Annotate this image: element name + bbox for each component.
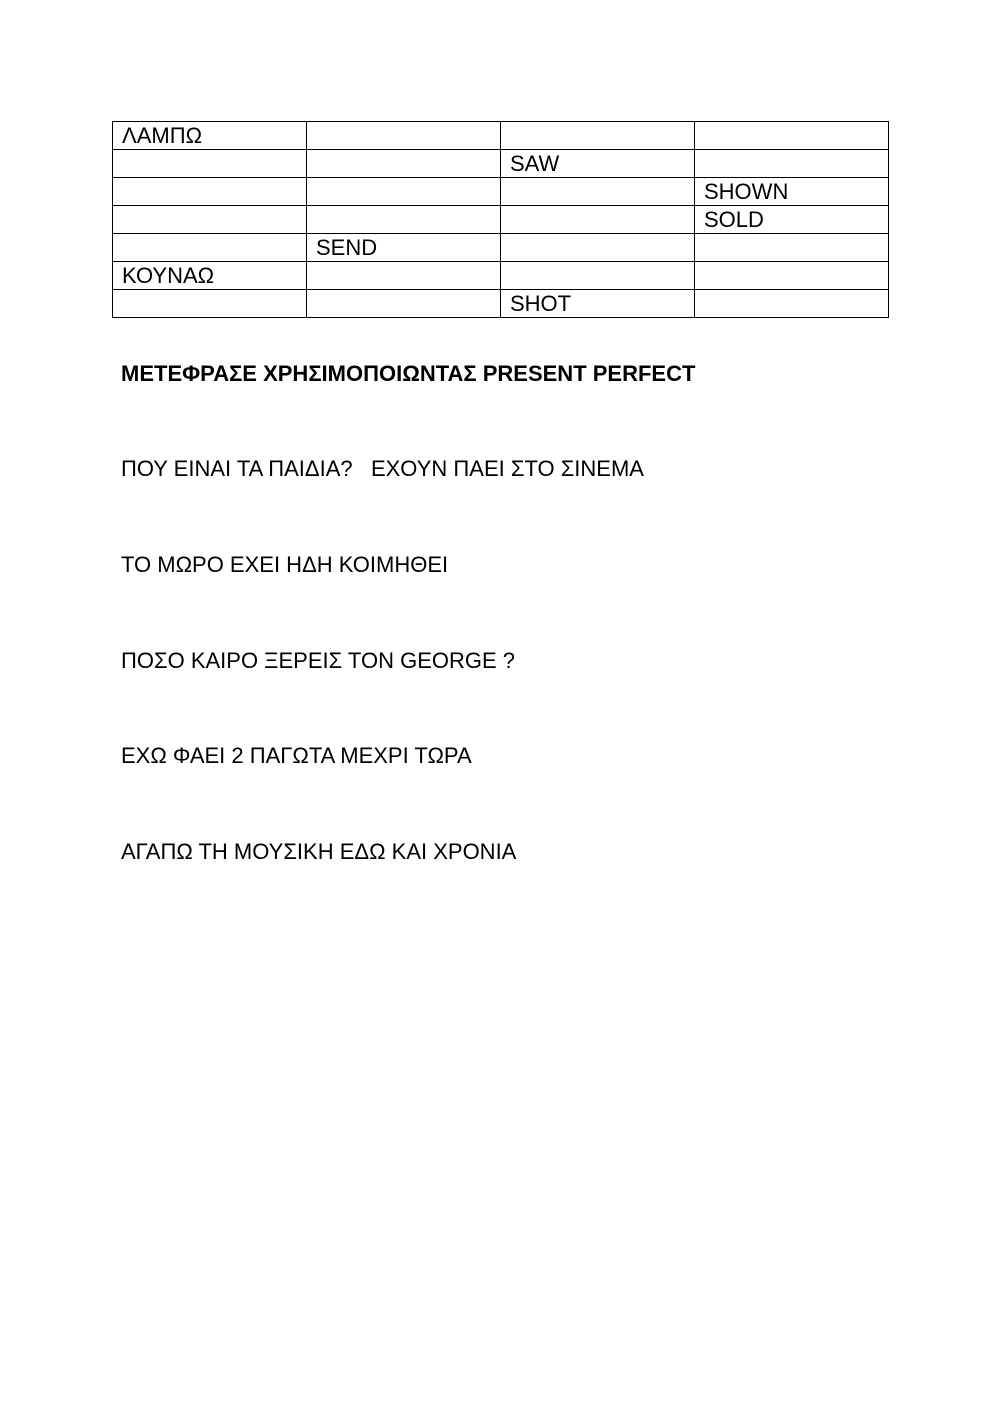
table-cell[interactable]: SAW — [501, 150, 695, 178]
table-cell[interactable] — [695, 290, 889, 318]
table-cell[interactable]: SOLD — [695, 206, 889, 234]
table-cell[interactable] — [113, 178, 307, 206]
table-row — [113, 178, 889, 206]
table-row — [113, 290, 889, 318]
table-cell[interactable] — [307, 150, 501, 178]
table-cell[interactable] — [307, 178, 501, 206]
table-cell[interactable]: SHOWN — [695, 178, 889, 206]
table-cell[interactable] — [307, 290, 501, 318]
sentence-1: ΠΟΥ ΕΙΝΑΙ ΤΑ ΠΑΙΔΙΑ? ΕΧΟΥΝ ΠΑΕΙ ΣΤΟ ΣΙΝΕΜΑ — [121, 456, 644, 481]
table-cell[interactable]: ΚΟΥΝΑΩ — [113, 262, 307, 290]
instruction-heading: ΜΕΤΕΦΡΑΣΕ ΧΡΗΣΙΜΟΠΟΙΩΝΤΑΣ PRESENT PERFECT — [121, 361, 696, 386]
table-cell[interactable] — [113, 234, 307, 262]
table-row — [113, 150, 889, 178]
table-cell[interactable] — [695, 122, 889, 150]
table-row — [113, 122, 889, 150]
table-cell[interactable] — [695, 234, 889, 262]
table-cell[interactable] — [695, 150, 889, 178]
table-cell[interactable] — [501, 206, 695, 234]
table-cell[interactable] — [113, 150, 307, 178]
sentence-4: ΕΧΩ ΦΑΕΙ 2 ΠΑΓΩΤΑ ΜΕΧΡΙ ΤΩΡΑ — [121, 743, 472, 768]
sentence-2: ΤΟ ΜΩΡΟ ΕΧΕΙ ΗΔΗ ΚΟΙΜΗΘΕΙ — [121, 552, 449, 577]
table-cell[interactable] — [113, 290, 307, 318]
sentence-5: ΑΓΑΠΩ ΤΗ ΜΟΥΣΙΚΗ ΕΔΩ ΚΑΙ ΧΡΟΝΙΑ — [121, 839, 517, 864]
table-cell[interactable] — [501, 262, 695, 290]
table-row — [113, 234, 889, 262]
table-row — [113, 206, 889, 234]
table-cell[interactable]: ΛΑΜΠΩ — [113, 122, 307, 150]
table-cell[interactable] — [307, 206, 501, 234]
table-cell[interactable] — [501, 122, 695, 150]
table-cell[interactable] — [695, 262, 889, 290]
table-cell[interactable] — [307, 262, 501, 290]
table-cell[interactable]: SEND — [307, 234, 501, 262]
table-cell[interactable] — [501, 178, 695, 206]
table-cell[interactable] — [501, 234, 695, 262]
table-row — [113, 262, 889, 290]
table-cell[interactable]: SHOT — [501, 290, 695, 318]
verb-forms-table — [112, 121, 889, 318]
table-cell[interactable] — [113, 206, 307, 234]
table-cell[interactable] — [307, 122, 501, 150]
sentence-3: ΠΟΣΟ ΚΑΙΡΟ ΞΕΡΕΙΣ ΤΟΝ GEORGE ? — [121, 648, 516, 673]
